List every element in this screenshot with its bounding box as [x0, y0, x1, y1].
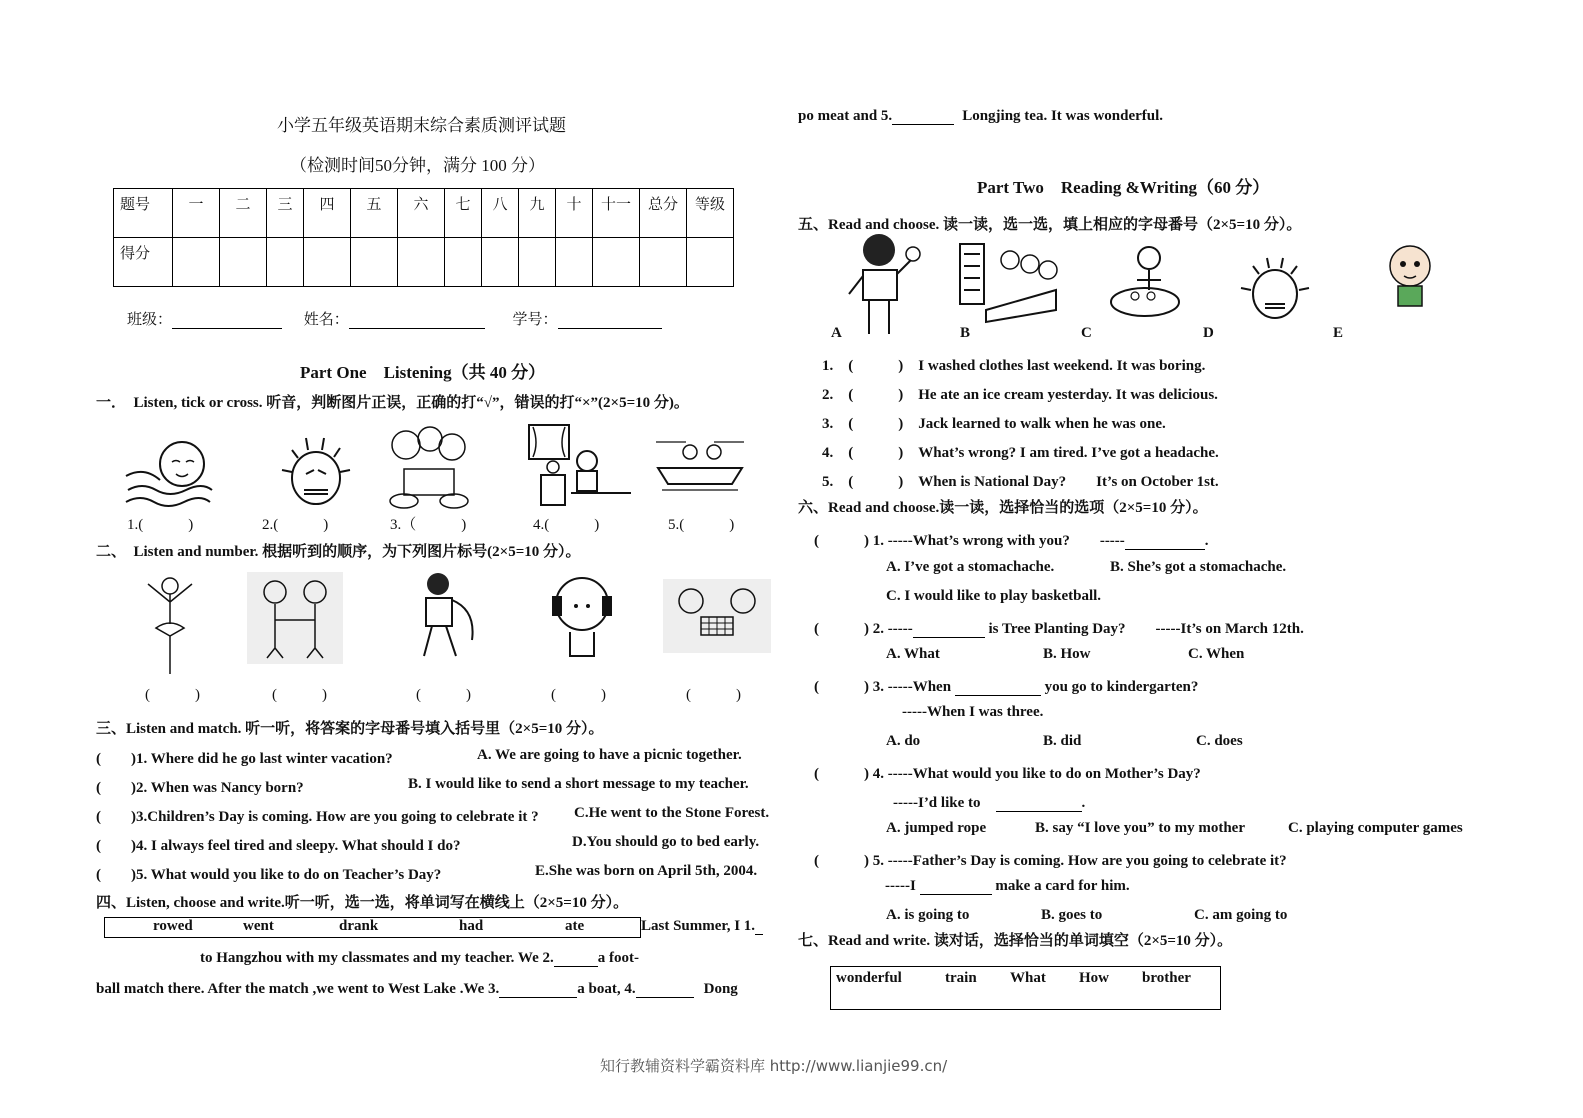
answer-blank[interactable] — [996, 811, 1082, 812]
question-text: ( ) 3. -----When — [814, 679, 952, 695]
score-table-cell: 十 — [556, 189, 593, 238]
option: C. does — [1196, 733, 1243, 749]
match-question: ( )5. What would you like to do on Teacher’s Day? — [96, 867, 442, 883]
s5-letter: B — [960, 325, 971, 341]
word-bank-word: What — [1010, 970, 1046, 986]
word-bank-word: wonderful — [836, 970, 902, 986]
headphones-icon — [550, 572, 616, 664]
section-5-heading: 五、Read and choose. 读一读，选一选，填上相应的字母番号（2×5=10 分）。 — [798, 217, 1302, 233]
section-6-heading: 六、Read and choose.读一读，选择恰当的选项（2×5=10 分）。 — [798, 500, 1208, 516]
score-entry[interactable] — [593, 238, 640, 287]
swimming-icon — [122, 436, 216, 508]
match-question: ( )4. I always feel tired and sleepy. What should I do? — [96, 838, 461, 854]
score-table-cell: 一 — [173, 189, 220, 238]
s2-label: ( ) — [551, 687, 606, 703]
word-bank-word: had — [459, 918, 484, 934]
s1-label: 5.( ) — [668, 517, 735, 533]
s5-item: 2. ( ) He ate an ice cream yesterday. It was delicious. — [822, 387, 1218, 403]
s6-question-5: ( ) 5. -----Father’s Day is coming. How are you going to celebrate it? — [814, 853, 1287, 869]
score-table-cell: 七 — [445, 189, 482, 238]
blank-3[interactable] — [499, 997, 577, 998]
headache-icon — [272, 430, 360, 512]
s2-label: ( ) — [416, 687, 471, 703]
option: C. When — [1188, 646, 1245, 662]
s2-label: ( ) — [145, 687, 200, 703]
passage-line-4 — [798, 108, 1163, 125]
class-label: 班级： — [127, 312, 173, 328]
s2-label: ( ) — [272, 687, 327, 703]
score-entry[interactable] — [304, 238, 351, 287]
word-bank-1 — [104, 917, 641, 938]
headache-icon-2 — [1233, 254, 1317, 324]
s1-label: 2.( ) — [262, 517, 329, 533]
match-answer: C.He went to the Stone Forest. — [574, 805, 770, 821]
word-bank-word: ate — [565, 918, 585, 934]
option: A. I’ve got a stomachache. — [886, 559, 1055, 575]
score-entry[interactable] — [687, 238, 734, 287]
score-entry[interactable] — [220, 238, 267, 287]
score-entry[interactable] — [556, 238, 593, 287]
score-entry[interactable] — [482, 238, 519, 287]
s5-letter: E — [1333, 325, 1344, 341]
score-entry[interactable] — [519, 238, 556, 287]
score-table-cell: 得分 — [114, 238, 173, 287]
passage-text: Dong — [703, 981, 738, 997]
question-text: ( ) 1. -----What’s wrong with you? ----- — [814, 533, 1125, 549]
passage-text: po meat and 5. — [798, 108, 893, 124]
score-table-cell: 总分 — [640, 189, 687, 238]
handshake-icon — [247, 572, 343, 664]
option: A. do — [886, 733, 921, 749]
option: B. How — [1043, 646, 1091, 662]
score-table-cell: 十一 — [593, 189, 640, 238]
score-entry[interactable] — [445, 238, 482, 287]
score-entry[interactable] — [398, 238, 445, 287]
s5-item: 3. ( ) Jack learned to walk when he was one. — [822, 416, 1166, 432]
option: A. What — [886, 646, 940, 662]
score-table-header-row — [114, 189, 734, 238]
rowing-boat-icon — [654, 436, 746, 494]
s5-item: 5. ( ) When is National Day? It’s on October 1st. — [822, 474, 1219, 490]
id-field[interactable] — [558, 328, 662, 329]
word-bank-word: rowed — [153, 918, 193, 934]
passage-text: Last Summer, I 1. — [641, 918, 756, 934]
s2-label: ( ) — [686, 687, 741, 703]
part-one-heading: Part One Listening（共 40 分） — [300, 363, 546, 382]
blank-5[interactable] — [892, 124, 954, 125]
option: C. I would like to play basketball. — [886, 588, 1102, 604]
score-entry[interactable] — [351, 238, 398, 287]
passage-line-2 — [200, 950, 639, 967]
washing-clothes-icon — [1107, 244, 1183, 322]
score-entry[interactable] — [267, 238, 304, 287]
score-table-score-row — [114, 238, 734, 287]
question-text: you go to kindergarten? — [1044, 679, 1199, 695]
score-entry[interactable] — [640, 238, 687, 287]
match-answer: D.You should go to bed early. — [572, 834, 760, 850]
ballet-dancer-icon — [130, 572, 210, 680]
score-table-cell: 八 — [482, 189, 519, 238]
section-2-heading: 二、 Listen and number. 根据听到的顺序，为下列图片标号(2×5=10 分）。 — [96, 544, 581, 560]
s6-question-5-reply — [885, 878, 1130, 895]
answer-blank[interactable] — [920, 894, 992, 895]
footer-source: 知行教辅资料学霸资料库 http://www.lianjie99.cn/ — [600, 1057, 948, 1075]
score-table — [113, 188, 734, 287]
passage-line-1 — [641, 918, 763, 935]
question-text: -----I — [885, 878, 916, 894]
answer-blank[interactable] — [1125, 549, 1205, 550]
passage-text: a boat, 4. — [577, 981, 636, 997]
blank-2[interactable] — [554, 966, 598, 967]
exam-subtitle: （检测时间50分钟，满分 100 分） — [290, 156, 545, 175]
passage-text: to Hangzhou with my classmates and my teacher. We 2. — [200, 950, 554, 966]
part-two-heading: Part Two Reading &Writing（60 分） — [977, 178, 1270, 197]
s5-item: 4. ( ) What’s wrong? I am tired. I’ve got a headache. — [822, 445, 1219, 461]
blank-4[interactable] — [636, 997, 694, 998]
s6-question-4-reply: -----I’d like to . — [893, 795, 1086, 811]
option: A. jumped rope — [886, 820, 987, 836]
s1-label: 3.（ ) — [390, 517, 467, 533]
option: C. am going to — [1194, 907, 1288, 923]
passage-text: ball match there. After the match ,we went to West Lake .We 3. — [96, 981, 500, 997]
word-bank-2 — [830, 966, 1221, 1010]
answer-blank[interactable] — [955, 695, 1041, 696]
passage-text: Longjing tea. It was wonderful. — [962, 108, 1164, 124]
s6-question-3 — [814, 675, 1198, 696]
match-answer: A. We are going to have a picnic together. — [477, 747, 742, 763]
option: B. say “I love you” to my mother — [1035, 820, 1245, 836]
option: C. playing computer games — [1288, 820, 1463, 836]
score-table-cell: 二 — [220, 189, 267, 238]
question-text: is Tree Planting Day? -----It’s on March 12th. — [988, 621, 1304, 637]
class-field[interactable] — [172, 328, 282, 329]
word-bank-word: train — [945, 970, 977, 986]
score-table-cell: 四 — [304, 189, 351, 238]
match-question: ( )2. When was Nancy born? — [96, 780, 304, 796]
party-food-icon — [386, 425, 472, 513]
name-field[interactable] — [349, 328, 485, 329]
s6-question-3-reply: -----When I was three. — [902, 704, 1044, 720]
match-answer: E.She was born on April 5th, 2004. — [535, 863, 758, 879]
score-table-cell: 三 — [267, 189, 304, 238]
match-question: ( )3.Children’s Day is coming. How are you going to celebrate it ? — [96, 809, 539, 825]
word-bank-word: went — [243, 918, 274, 934]
exam-title: 小学五年级英语期末综合素质测评试题 — [277, 116, 566, 135]
student-info — [127, 308, 662, 329]
name-label: 姓名： — [303, 312, 349, 328]
section-7-heading: 七、Read and write. 读对话，选择恰当的单词填空（2×5=10 分）。 — [798, 933, 1233, 949]
s5-letter: D — [1203, 325, 1214, 341]
match-question: ( )1. Where did he go last winter vacation? — [96, 751, 393, 767]
word-bank-word: drank — [339, 918, 379, 934]
passage-line-3 — [96, 981, 738, 998]
option: B. goes to — [1041, 907, 1103, 923]
blank-1[interactable] — [755, 934, 763, 935]
s6-question-1: ( ) 1. -----What’s wrong with you? ----- . — [814, 533, 1209, 549]
hiker-icon — [406, 570, 486, 664]
s6-question-2 — [814, 617, 1304, 638]
s5-letter: C — [1081, 325, 1092, 341]
s1-label: 1.( ) — [127, 517, 194, 533]
id-label: 学号： — [512, 312, 558, 328]
section-4-heading: 四、Listen, choose and write.听一听，选一选，将单词写在横线上（2×5=10 分）。 — [96, 895, 629, 911]
option: B. did — [1043, 733, 1082, 749]
s5-letter: A — [831, 325, 842, 341]
passage-text: a foot- — [597, 950, 639, 966]
s6-question-4: ( ) 4. -----What would you like to do on Mother’s Day? — [814, 766, 1201, 782]
match-answer: B. I would like to send a short message to my teacher. — [408, 776, 749, 792]
s5-item: 1. ( ) I washed clothes last weekend. It was boring. — [822, 358, 1206, 374]
section-1-heading: 一． Listen, tick or cross. 听音，判断图片正误，正确的打“√”，错误的打“×”(2×5=10 分)。 — [96, 395, 689, 411]
score-table-cell: 题号 — [114, 189, 173, 238]
question-text: ( ) 2. ----- — [814, 621, 913, 637]
girl-window-icon — [527, 423, 631, 507]
option: B. She’s got a stomachache. — [1110, 559, 1287, 575]
score-table-cell: 五 — [351, 189, 398, 238]
section-3-heading: 三、Listen and match. 听一听，将答案的字母番号填入括号里（2×5=10 分）。 — [96, 721, 604, 737]
score-table-cell: 九 — [519, 189, 556, 238]
boy-ice-cream-icon — [845, 230, 923, 338]
question-text: -----I’d like to — [893, 795, 981, 811]
score-table-cell: 六 — [398, 189, 445, 238]
score-entry[interactable] — [173, 238, 220, 287]
baby-icon — [1380, 238, 1442, 318]
score-table-cell: 等级 — [687, 189, 734, 238]
s1-label: 4.( ) — [533, 517, 600, 533]
answer-blank[interactable] — [913, 637, 985, 638]
option: A. is going to — [886, 907, 970, 923]
national-day-icon — [958, 240, 1060, 326]
word-bank-word: brother — [1142, 970, 1191, 986]
chess-players-icon — [663, 579, 771, 653]
word-bank-word: How — [1079, 970, 1109, 986]
question-text: make a card for him. — [995, 878, 1130, 894]
